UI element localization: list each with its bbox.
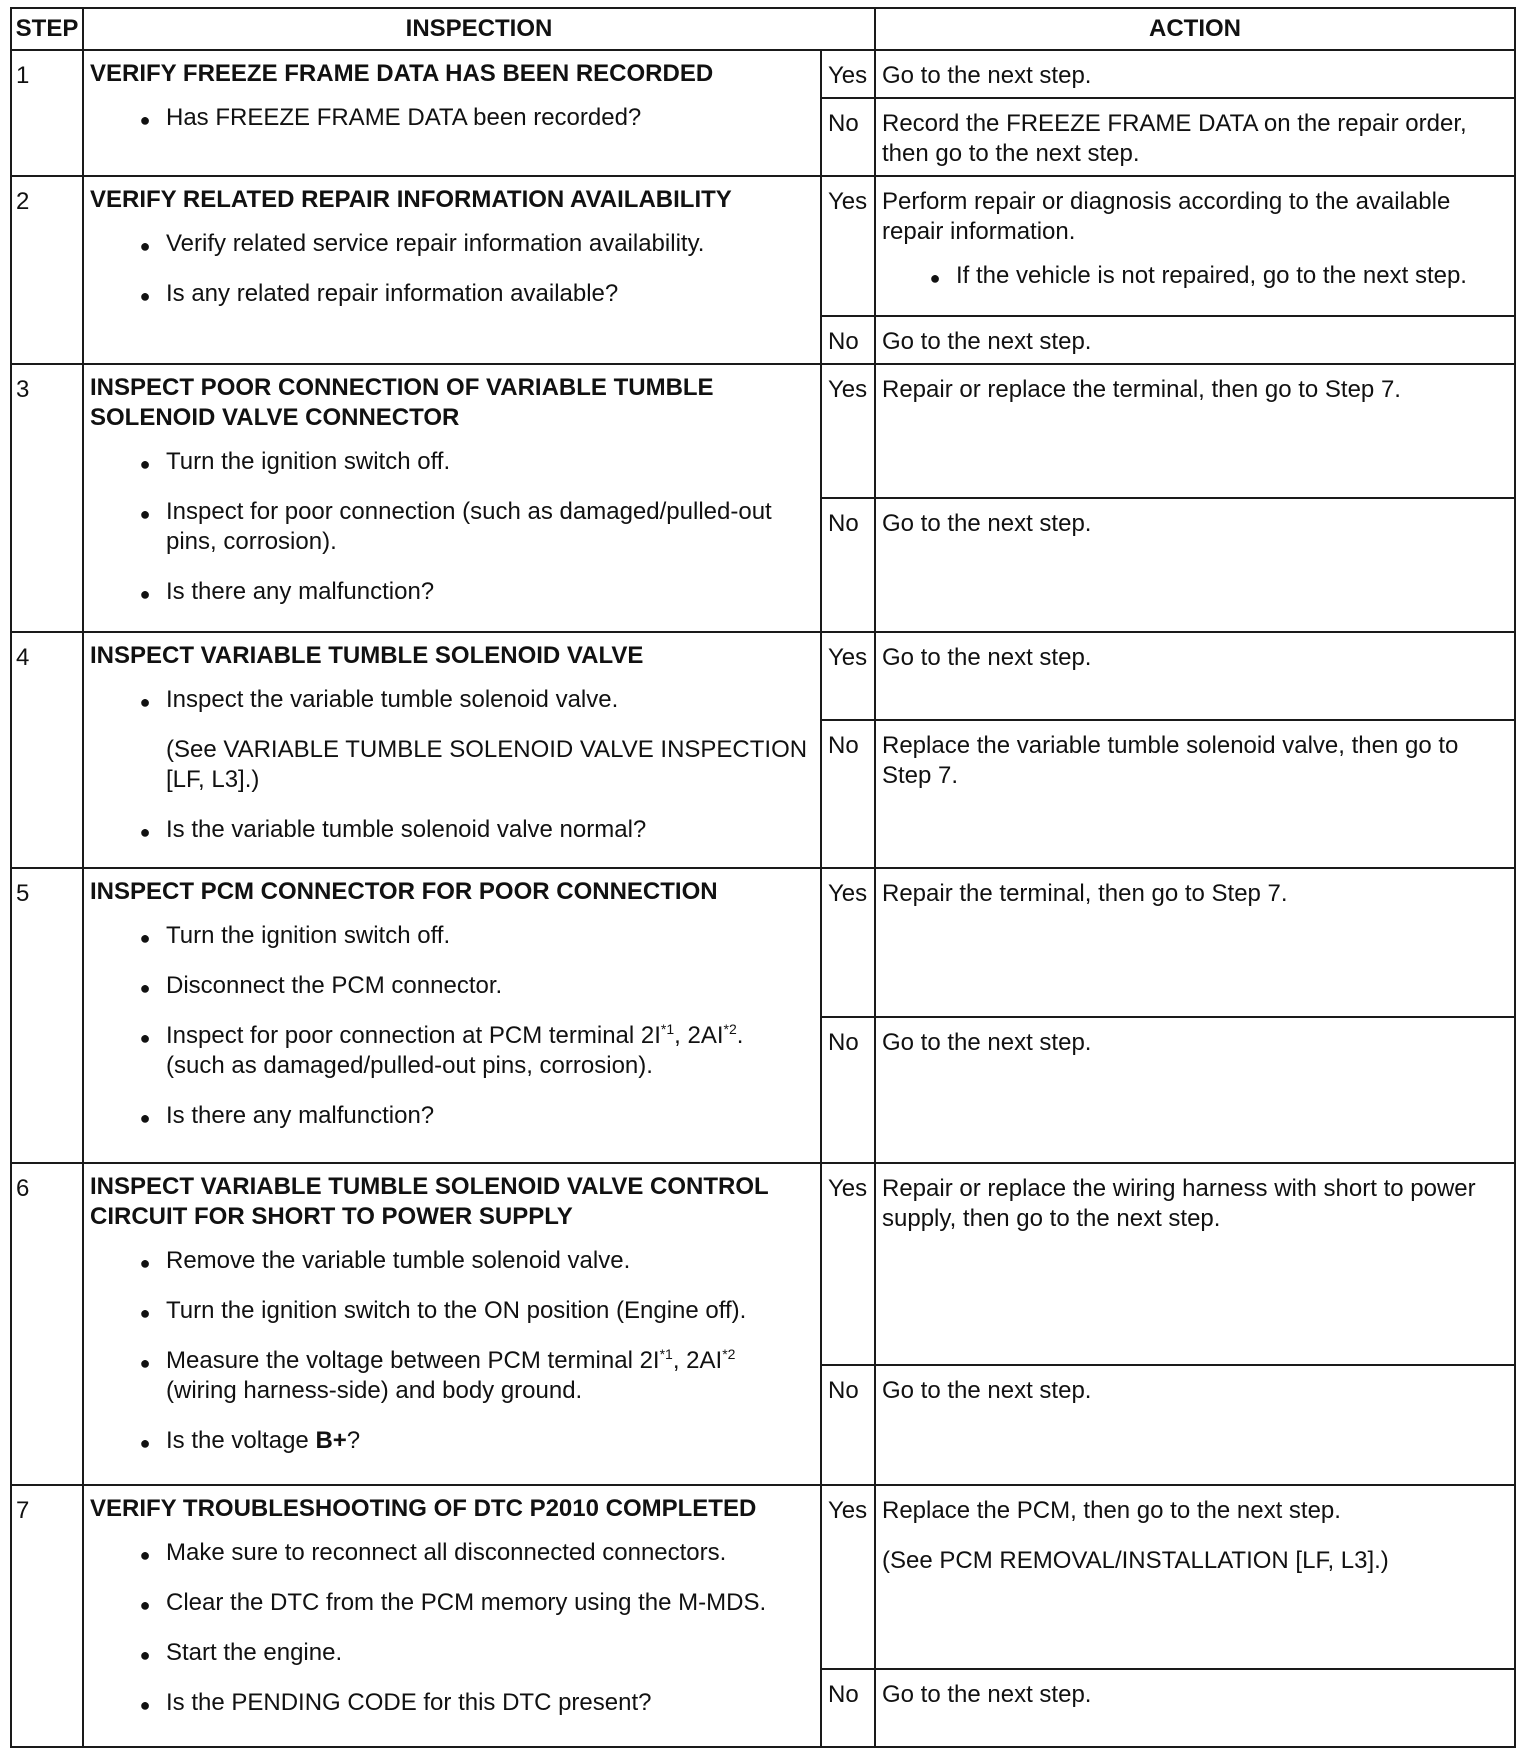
- no-action: Go to the next step.: [875, 1017, 1515, 1163]
- no-label: No: [821, 1669, 875, 1747]
- no-action: Record the FREEZE FRAME DATA on the repair order, then go to the next step.: [875, 98, 1515, 176]
- checklist-item: ● Disconnect the PCM connector.: [90, 971, 812, 1001]
- step-number: 3: [11, 364, 83, 632]
- no-label: No: [821, 1017, 875, 1163]
- checklist-item: ● Remove the variable tumble solenoid valve.: [90, 1246, 812, 1276]
- bullet-icon: ●: [139, 1108, 151, 1129]
- step-title: INSPECT POOR CONNECTION OF VARIABLE TUMBLE SOLENOID VALVE CONNECTOR: [90, 374, 714, 432]
- diagnostic-procedure-sheet: [10, 7, 1514, 1748]
- step-number: 1: [11, 50, 83, 176]
- yes-action: Go to the next step.: [875, 50, 1515, 98]
- step-5-yes-row: [11, 868, 1515, 1016]
- checklist-item: ● Is there any malfunction?: [90, 1101, 812, 1131]
- checklist-item: ● Is the variable tumble solenoid valve normal?: [90, 815, 812, 845]
- step-7-yes-row: [11, 1485, 1515, 1669]
- bullet-icon: ●: [139, 504, 151, 525]
- step-title: INSPECT PCM CONNECTOR FOR POOR CONNECTION: [90, 878, 718, 906]
- bullet-icon: ●: [139, 928, 151, 949]
- step-4-inspection: [83, 632, 821, 868]
- yes-label: Yes: [821, 1163, 875, 1365]
- bullet-icon: ●: [139, 1594, 151, 1615]
- step-4-yes-row: [11, 632, 1515, 720]
- step-number: 4: [11, 632, 83, 868]
- checklist-item: ● Is the voltage B+?: [90, 1426, 812, 1456]
- step-number: 7: [11, 1485, 83, 1747]
- checklist-item: ● Inspect the variable tumble solenoid valve.: [90, 685, 812, 715]
- checklist-item: ● Clear the DTC from the PCM memory using the M-MDS.: [90, 1588, 812, 1618]
- step-number: 5: [11, 868, 83, 1162]
- checklist-item: ● Is there any malfunction?: [90, 577, 812, 607]
- step-5-inspection: [83, 868, 821, 1162]
- bullet-icon: ●: [139, 454, 151, 475]
- dtc-troubleshooting-table: [10, 7, 1516, 1748]
- reference-note: (See PCM REMOVAL/INSTALLATION [LF, L3].): [882, 1546, 1389, 1574]
- step-number: 6: [11, 1163, 83, 1485]
- yes-action: Go to the next step.: [875, 632, 1515, 720]
- action-bullet: ● If the vehicle is not repaired, go to the next step.: [882, 261, 1508, 291]
- reference-note: (See VARIABLE TUMBLE SOLENOID VALVE INSPECTION [LF, L3].): [166, 736, 808, 794]
- yes-label: Yes: [821, 50, 875, 98]
- inspection-column-header: INSPECTION: [83, 8, 875, 50]
- step-title: VERIFY TROUBLESHOOTING OF DTC P2010 COMPLETED: [90, 1494, 757, 1522]
- yes-action: Repair or replace the terminal, then go to Step 7.: [875, 364, 1515, 498]
- no-label: No: [821, 316, 875, 364]
- step-1-yes-row: [11, 50, 1515, 98]
- bullet-icon: ●: [139, 1302, 151, 1323]
- step-1-inspection: [83, 50, 821, 176]
- step-2-yes-row: [11, 176, 1515, 316]
- checklist-item: ● Measure the voltage between PCM terminal $2I^{*1}$, 2AI$^{*2}$ (wiring harness-side) and body ground.: [90, 1346, 812, 1406]
- bullet-icon: ●: [139, 286, 151, 307]
- bullet-icon: ●: [929, 268, 941, 289]
- bullet-icon: ●: [139, 1432, 151, 1453]
- step-7-inspection: [83, 1485, 821, 1747]
- yes-action: Repair the terminal, then go to Step 7.: [875, 868, 1515, 1016]
- yes-action: Repair or replace the wiring harness with short to power supply, then go to the next step.: [875, 1163, 1515, 1365]
- step-6-inspection: [83, 1163, 821, 1485]
- step-title: VERIFY RELATED REPAIR INFORMATION AVAILABILITY: [90, 186, 732, 214]
- checklist-item: ● Turn the ignition switch off.: [90, 447, 812, 477]
- bullet-icon: ●: [139, 692, 151, 713]
- bullet-icon: ●: [139, 978, 151, 999]
- no-label: No: [821, 720, 875, 868]
- checklist-item: ● Has FREEZE FRAME DATA been recorded?: [90, 103, 812, 133]
- header-row: [11, 8, 1515, 50]
- action-column-header: ACTION: [875, 8, 1515, 50]
- bullet-icon: ●: [139, 1644, 151, 1665]
- bullet-icon: ●: [139, 584, 151, 605]
- bullet-icon: ●: [139, 1352, 151, 1373]
- bullet-icon: ●: [139, 822, 151, 843]
- checklist-item: ● Inspect for poor connection (such as damaged/pulled-out pins, corrosion).: [90, 497, 812, 557]
- checklist-item: ● Inspect for poor connection at PCM terminal $2I^{*1}$, 2AI$^{*2}$. (such as damaged/pulled-out pins, corrosion).: [90, 1021, 812, 1081]
- checklist-item: ● Start the engine.: [90, 1638, 812, 1668]
- bullet-icon: ●: [139, 1252, 151, 1273]
- no-action: Go to the next step.: [875, 316, 1515, 364]
- yes-label: Yes: [821, 176, 875, 316]
- no-action: Replace the variable tumble solenoid valve, then go to Step 7.: [875, 720, 1515, 868]
- step-number: 2: [11, 176, 83, 364]
- yes-action: Perform repair or diagnosis according to the available repair information. ● If the vehicle is not repaired, go to the next step.: [875, 176, 1515, 316]
- no-action: Go to the next step.: [875, 1669, 1515, 1747]
- yes-label: Yes: [821, 364, 875, 498]
- bullet-icon: ●: [139, 1028, 151, 1049]
- yes-label: Yes: [821, 1485, 875, 1669]
- checklist-item: ● Turn the ignition switch off.: [90, 921, 812, 951]
- yes-action: Replace the PCM, then go to the next step. (See PCM REMOVAL/INSTALLATION [LF, L3].): [875, 1485, 1515, 1669]
- checklist-item: ● Is the PENDING CODE for this DTC present?: [90, 1688, 812, 1718]
- step-title: VERIFY FREEZE FRAME DATA HAS BEEN RECORDED: [90, 60, 714, 87]
- step-3-inspection: [83, 364, 821, 632]
- step-title: INSPECT VARIABLE TUMBLE SOLENOID VALVE: [90, 642, 644, 670]
- no-label: No: [821, 98, 875, 176]
- step-3-yes-row: [11, 364, 1515, 498]
- no-action: Go to the next step.: [875, 498, 1515, 632]
- no-label: No: [821, 1365, 875, 1485]
- step-2-inspection: [83, 176, 821, 364]
- bullet-icon: ●: [139, 110, 151, 130]
- checklist-item: ● Verify related service repair information availability.: [90, 229, 812, 259]
- step-6-yes-row: [11, 1163, 1515, 1365]
- step-column-header: STEP: [11, 8, 83, 50]
- bullet-icon: ●: [139, 1544, 151, 1565]
- no-action: Go to the next step.: [875, 1365, 1515, 1485]
- yes-label: Yes: [821, 868, 875, 1016]
- checklist-item: ● Is any related repair information available?: [90, 279, 812, 309]
- no-label: No: [821, 498, 875, 632]
- bullet-icon: ●: [139, 236, 151, 257]
- yes-label: Yes: [821, 632, 875, 720]
- checklist-item: ● Make sure to reconnect all disconnected connectors.: [90, 1538, 812, 1568]
- step-title: INSPECT VARIABLE TUMBLE SOLENOID VALVE CONTROL CIRCUIT FOR SHORT TO POWER SUPPLY: [90, 1172, 769, 1230]
- checklist-item: ● Turn the ignition switch to the ON position (Engine off).: [90, 1296, 812, 1326]
- bullet-icon: ●: [139, 1694, 151, 1715]
